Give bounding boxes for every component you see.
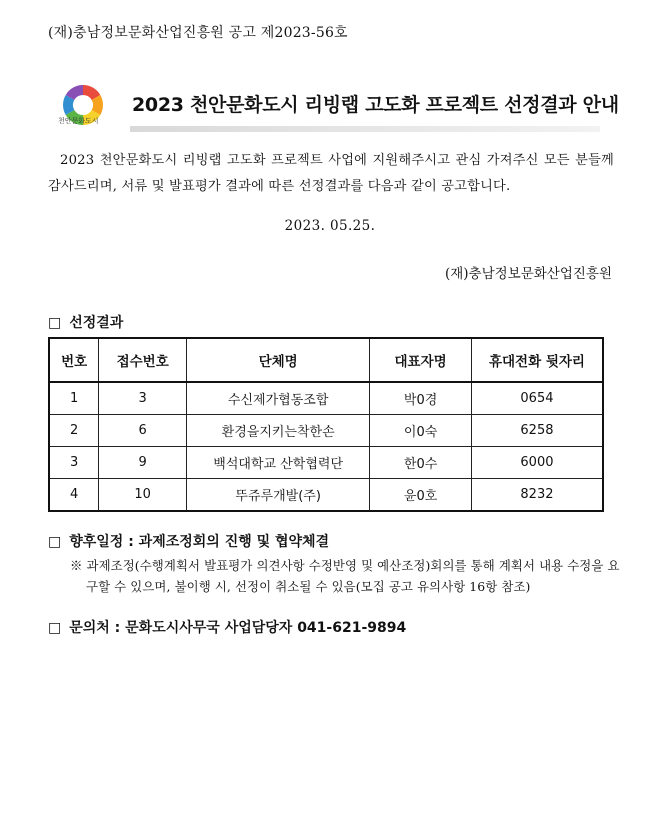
column-header-receipt-number: 접수번호 — [99, 338, 187, 382]
checkbox-square-icon: □ — [48, 534, 62, 550]
cell-organization: 수신제가협동조합 — [187, 382, 370, 415]
logo-caption: 천안문화도시 — [58, 117, 99, 125]
table-row — [49, 479, 603, 512]
contact-info: 문의처 : 문화도시사무국 사업담당자 041-621-9894 — [69, 620, 407, 636]
notice-number: (재)충남정보문화산업진흥원 공고 제2023-56호 — [48, 25, 348, 41]
cell-phone-suffix: 6258 — [471, 415, 603, 447]
document-title: 2023 천안문화도시 리빙랩 고도화 프로젝트 선정결과 안내 — [132, 94, 619, 116]
checkbox-square-icon: □ — [48, 620, 62, 636]
cell-phone-suffix: 8232 — [471, 479, 603, 512]
column-header-phone-suffix: 휴대전화 뒷자리 — [471, 338, 603, 382]
column-header-representative: 대표자명 — [370, 338, 472, 382]
table-header-row — [49, 338, 603, 382]
section-results-title: 선정결과 — [69, 315, 124, 331]
cell-organization: 백석대학교 산학협력단 — [187, 447, 370, 479]
intro-paragraph: 2023 천안문화도시 리빙랩 고도화 프로젝트 사업에 지원해주시고 관심 가져주신 모든 분들께 감사드리며, 서류 및 발표평가 결과에 따른 선정결과를 다음과 같이 공고합니다. — [48, 153, 614, 194]
cell-phone-suffix: 0654 — [471, 382, 603, 415]
section-schedule — [48, 531, 329, 551]
cell-receipt-number: 10 — [99, 479, 187, 512]
cell-receipt-number: 3 — [99, 382, 187, 415]
schedule-note: ※ 과제조정(수행계획서 발표평가 의견사항 수정반영 및 예산조정)회의를 통해 계획서 내용 수정을 요구할 수 있으며, 불이행 시, 선정이 취소될 수 있음(모집 공고 유의사항 16항 참조) — [70, 558, 620, 594]
cell-number: 3 — [49, 447, 99, 479]
column-header-organization: 단체명 — [187, 338, 370, 382]
section-results — [48, 312, 123, 332]
cell-representative: 이0숙 — [370, 415, 472, 447]
organization-signature: (재)충남정보문화산업진흥원 — [444, 266, 612, 282]
cell-representative: 한0수 — [370, 447, 472, 479]
cell-phone-suffix: 6000 — [471, 447, 603, 479]
table-row — [49, 415, 603, 447]
cell-number: 1 — [49, 382, 99, 415]
table-row — [49, 447, 603, 479]
table-row — [49, 382, 603, 415]
cell-organization: 환경을지키는착한손 — [187, 415, 370, 447]
section-schedule-title: 향후일정 : 과제조정회의 진행 및 협약체결 — [69, 534, 330, 550]
column-header-number: 번호 — [49, 338, 99, 382]
announcement-date: 2023. 05.25. — [284, 218, 376, 234]
cell-receipt-number: 6 — [99, 415, 187, 447]
cell-representative: 박0경 — [370, 382, 472, 415]
section-contact — [48, 617, 406, 637]
cell-number: 2 — [49, 415, 99, 447]
results-table — [48, 337, 604, 512]
cell-representative: 윤0호 — [370, 479, 472, 512]
cell-organization: 뚜쥬루개발(주) — [187, 479, 370, 512]
cell-number: 4 — [49, 479, 99, 512]
cell-receipt-number: 9 — [99, 447, 187, 479]
title-underline-bar — [130, 126, 600, 132]
checkbox-square-icon: □ — [48, 315, 62, 331]
